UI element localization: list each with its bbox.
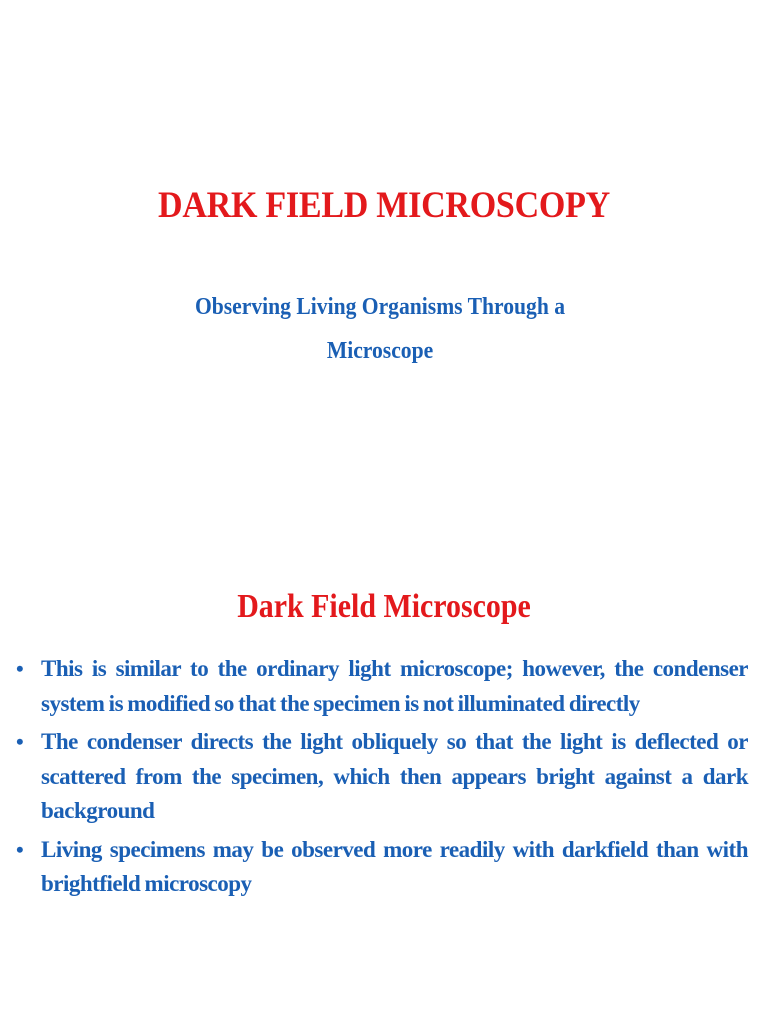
bullet-item — [14, 725, 748, 829]
bullet-item — [14, 833, 748, 902]
bullet-text: Living specimens may be observed more readily with darkfield than with brightfield microscopy — [41, 836, 748, 896]
bullet-marker: • — [16, 656, 24, 681]
bullet-marker: • — [16, 729, 24, 754]
slide-subtitle: Observing Living Organisms Through a Microscope — [194, 294, 566, 364]
bullet-list — [14, 652, 748, 906]
slide-title: DARK FIELD MICROSCOPY — [158, 185, 610, 226]
bullet-marker: • — [16, 836, 24, 862]
bullet-item — [14, 652, 748, 721]
bullet-text: The condenser directs the light obliquely so that the light is deflected or scattered from the specimen, which then appears bright against a dark background — [41, 729, 748, 823]
section-heading: Dark Field Microscope — [237, 588, 531, 625]
bullet-text: This is similar to the ordinary light microscope; however, the condenser system is modified so that the specimen is not illuminated directly — [41, 656, 748, 716]
